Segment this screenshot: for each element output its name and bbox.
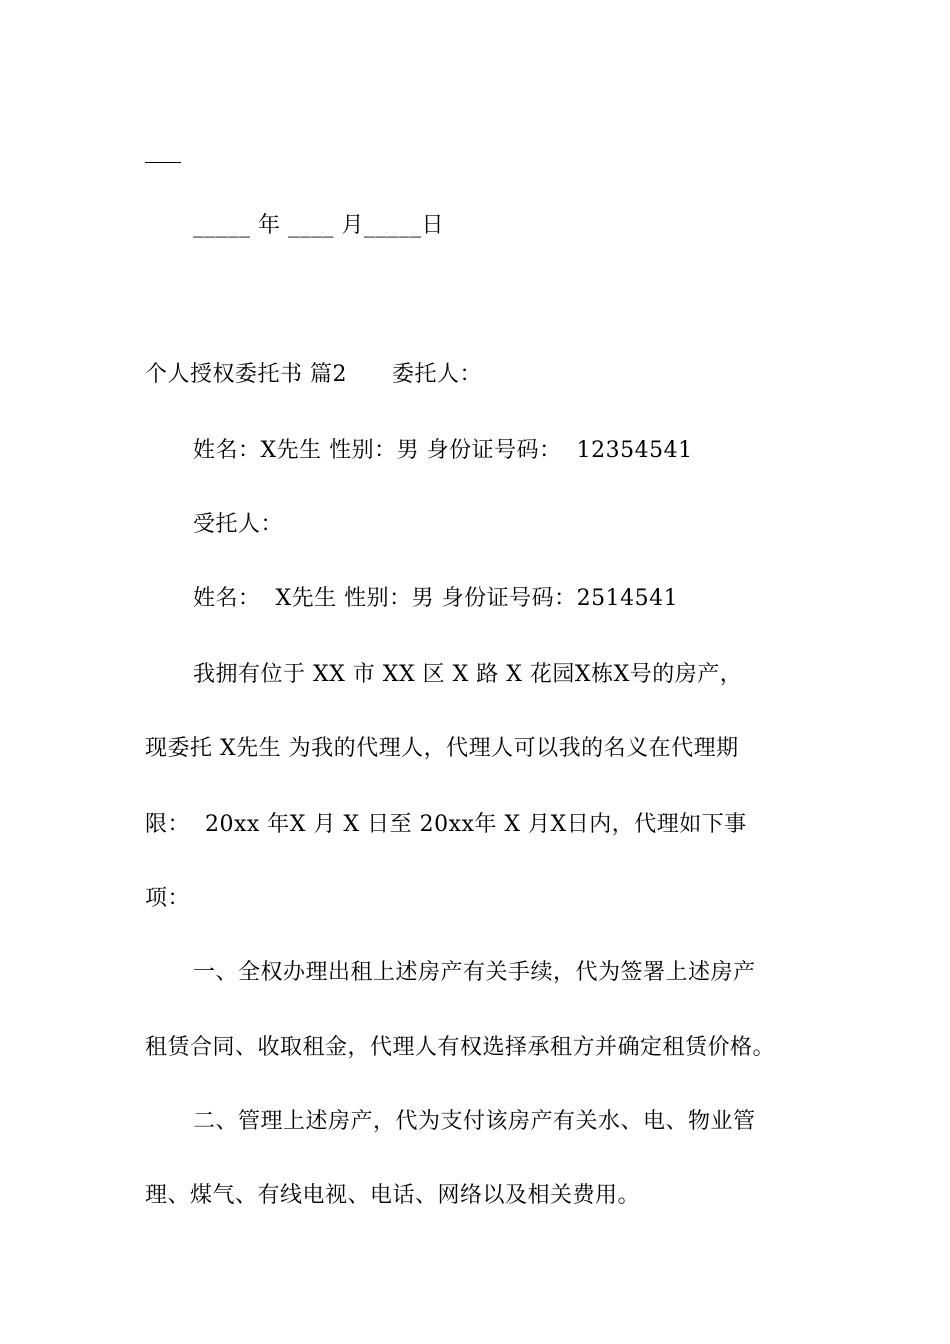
- paragraph-line: 我拥有位于 XX 市 XX 区 X 路 X 花园X栋X号的房产，: [193, 662, 743, 687]
- principal-info: 姓名：X先生 性别：男 身份证号码： 12354541: [193, 438, 693, 463]
- paragraph-line: 现委托 X先生 为我的代理人，代理人可以我的名义在代理期: [145, 736, 739, 761]
- paragraph-line: 一、全权办理出租上述房产有关手续，代为签署上述房产: [193, 960, 756, 985]
- section-heading: 个人授权委托书 篇2 委托人：: [145, 362, 482, 387]
- paragraph-line: 项：: [145, 886, 191, 911]
- signature-underline: [145, 162, 181, 163]
- paragraph-line: 二、管理上述房产，代为支付该房产有关水、电、物业管: [193, 1109, 756, 1134]
- paragraph-line: 理、煤气、有线电视、电话、网络以及相关费用。: [145, 1183, 641, 1208]
- paragraph-line: 限： 20xx 年X 月 X 日至 20xx年 X 月X日内，代理如下事: [145, 812, 747, 837]
- agent-info: 姓名： X先生 性别：男 身份证号码：2514541: [193, 586, 679, 611]
- date-line: _____ 年 ____ 月_____日: [193, 213, 444, 238]
- paragraph-line: 租赁合同、收取租金，代理人有权选择承租方并确定租赁价格。: [145, 1035, 776, 1060]
- agent-label: 受托人：: [193, 512, 284, 537]
